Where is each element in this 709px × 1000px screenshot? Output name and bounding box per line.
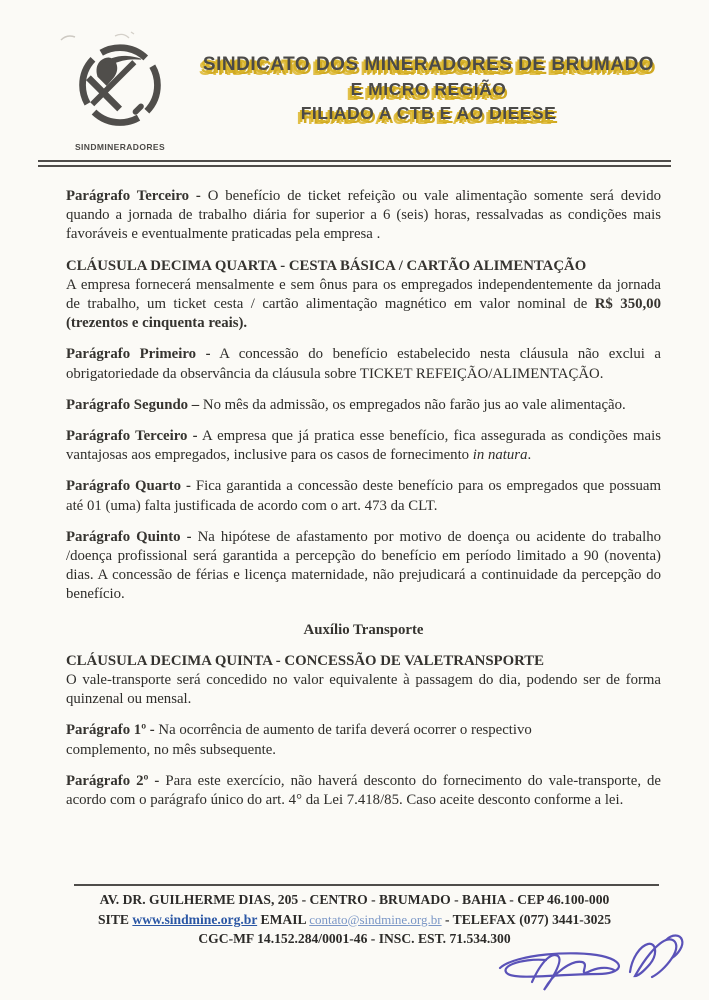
clause-14-title: CLÁUSULA DECIMA QUARTA - CESTA BÁSICA / CARTÃO ALIMENTAÇÃO: [66, 257, 587, 274]
document-body: [0, 167, 709, 810]
paragraph-text: A empresa que já pratica esse benefício, fica assegurada as condições mais vantajosas aos empregados, inclusive para os casos de fornecimento: [66, 428, 661, 464]
site-label: SITE: [97, 911, 133, 927]
clause-15-title: CLÁUSULA DECIMA QUINTA - CONCESSÃO DE VALETRANSPORTE: [66, 652, 545, 669]
clause-text: A empresa fornecerá mensalmente e sem ônus para os empregados independentemente da jornada de trabalho, um ticket cesta / cartão alimentação magnético em valor nominal de: [66, 276, 661, 313]
paragraph-text: No mês da admissão, os empregados não farão jus ao vale alimentação.: [199, 396, 626, 413]
paragraph-lead: Parágrafo Quinto -: [66, 528, 192, 545]
email-link[interactable]: contato@sindmine.org.br: [309, 911, 442, 927]
section-heading-auxilio-transporte: Auxílio Transporte: [303, 621, 424, 638]
email-label: EMAIL: [257, 911, 310, 927]
telefax-text: - TELEFAX (077) 3441-3025: [441, 911, 612, 927]
logo-caption: SINDMINERADORES: [74, 142, 166, 152]
footer-registry: CGC-MF 14.152.284/0001-46 - INSC. EST. 71.534.300: [198, 931, 511, 946]
clause-15-body: O vale-transporte será concedido no valor equivalente à passagem do dia, podendo ser de forma quinzenal ou mensal.: [66, 672, 661, 708]
site-link[interactable]: www.sindmine.org.br: [132, 911, 258, 927]
clause-value-bold: R$ 350,00 (trezentos e cinquenta reais).: [66, 296, 661, 332]
paragraph-text: O benefício de ticket refeição ou vale alimentação somente será devido quando a jornada de trabalho diária for superior a 6 (seis) horas, ressalvadas as condições mais favoráveis e eventualmente praticadas pela empresa .: [66, 188, 662, 243]
paragraph-primeiro: [66, 345, 661, 383]
footer-contacts: [0, 910, 709, 930]
paragraph-lead: Parágrafo Terceiro -: [66, 428, 198, 445]
letterhead: [0, 0, 709, 152]
paragraph-1o: [66, 721, 606, 759]
union-logo: [56, 40, 184, 152]
handwritten-signature: [480, 930, 695, 1000]
paragraph-terceiro-ticket: [66, 187, 661, 245]
paragraph-quinto: [66, 528, 661, 605]
paragraph-italic: in natura: [472, 447, 528, 464]
paragraph-text: Na hipótese de afastamento por motivo de doença ou acidente do trabalho /doença profissional será garantida a percepção do benefício em período limitado a 90 (noventa) dias. A concessão de férias e licença maternidade, não prejudicará a continuidade da percepção do benefício.: [66, 528, 661, 603]
paragraph-lead: Parágrafo Primeiro -: [66, 346, 211, 363]
paragraph-text: Na ocorrência de aumento de tarifa deverá ocorrer o respectivo complemento, no mês subsequente.: [66, 722, 532, 758]
pencil-marks: [55, 26, 205, 50]
paragraph-lead: Parágrafo 2º -: [66, 772, 160, 789]
paragraph-text: Fica garantida a concessão deste benefício para os empregados que possuam até 01 (uma) falta justificada de acordo com o art. 473 da CLT.: [66, 478, 661, 514]
org-title: SINDICATO DOS MINERADORES DE BRUMADO: [202, 54, 655, 75]
paragraph-quarto: [66, 477, 661, 515]
footer-address: AV. DR. GUILHERME DIAS, 205 - CENTRO - BRUMADO - BAHIA - CEP 46.100-000: [99, 892, 610, 907]
paragraph-2o: [66, 772, 661, 810]
org-affiliation: FILIADO A CTB E AO DIEESE: [300, 103, 557, 123]
paragraph-terceiro-innatura: [66, 427, 661, 465]
paragraph-lead: Parágrafo Terceiro -: [66, 188, 201, 204]
header-divider: [38, 160, 671, 167]
letterhead-titles: [184, 40, 673, 125]
paragraph-text: A concessão do benefício estabelecido nesta cláusula não exclui a obrigatoriedade da observância da cláusula sobre TICKET REFEIÇÃO/ALIMENTAÇÃO.: [66, 346, 662, 382]
paragraph-lead: Parágrafo Segundo –: [66, 396, 200, 413]
footer-divider: [74, 884, 659, 886]
paragraph-tail: .: [527, 447, 532, 464]
paragraph-segundo: [66, 396, 661, 415]
paragraph-text: Para este exercício, não haverá desconto do fornecimento do vale-transporte, de acordo com o parágrafo único do art. 4° da Lei 7.418/85. Caso aceite desconto conforme a lei.: [66, 772, 661, 809]
clause-14-body: [66, 276, 661, 334]
miners-logo-icon: [72, 40, 168, 136]
org-subtitle: E MICRO REGIÃO: [350, 79, 507, 99]
paragraph-lead: Parágrafo Quarto -: [66, 478, 191, 495]
paragraph-lead: Parágrafo 1º -: [66, 722, 155, 739]
